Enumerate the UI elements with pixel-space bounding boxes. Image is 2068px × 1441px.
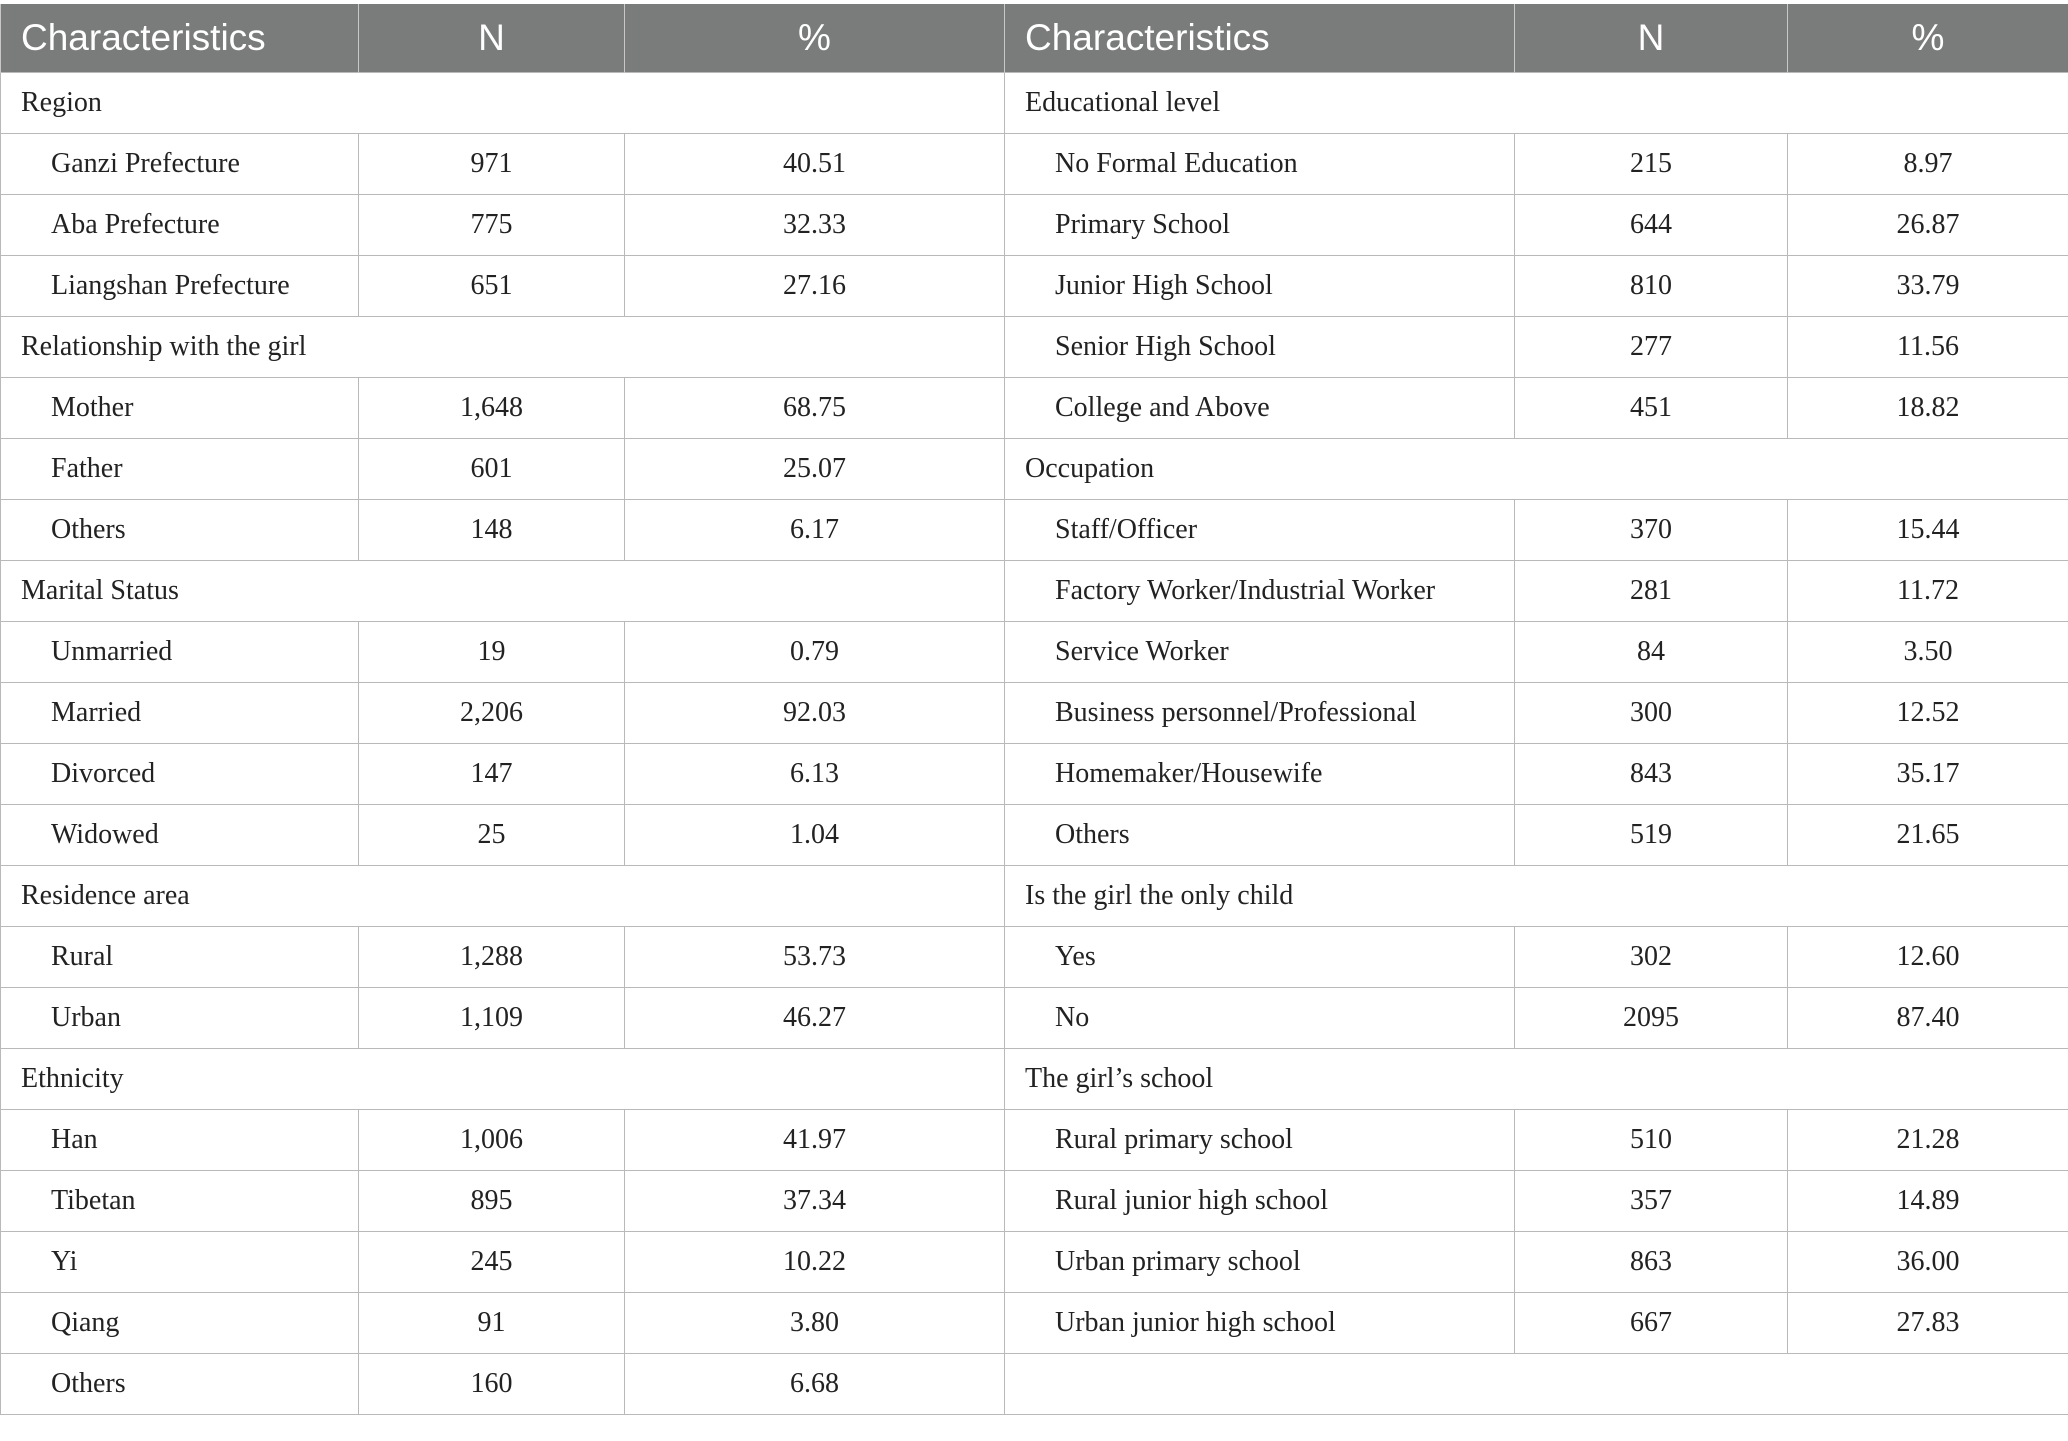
table-row bbox=[1, 1110, 2068, 1171]
item-percent-right: 15.44 bbox=[1788, 500, 2068, 561]
table-row bbox=[1, 683, 2068, 744]
item-percent-left: 53.73 bbox=[625, 927, 1005, 988]
item-percent-left: 68.75 bbox=[625, 378, 1005, 439]
item-label-left: Widowed bbox=[1, 805, 359, 866]
item-percent-left: 46.27 bbox=[625, 988, 1005, 1049]
item-percent-left: 41.97 bbox=[625, 1110, 1005, 1171]
table-row bbox=[1, 805, 2068, 866]
item-label-left: Mother bbox=[1, 378, 359, 439]
category-heading-right: The girl’s school bbox=[1005, 1049, 2068, 1110]
category-heading-left: Ethnicity bbox=[1, 1049, 1005, 1110]
item-count-left: 601 bbox=[359, 439, 625, 500]
item-count-right: 215 bbox=[1515, 134, 1788, 195]
item-label-left: Married bbox=[1, 683, 359, 744]
header-characteristics-right: Characteristics bbox=[1005, 4, 1515, 73]
item-percent-right: 14.89 bbox=[1788, 1171, 2068, 1232]
item-label-left: Others bbox=[1, 1354, 359, 1415]
item-label-right: College and Above bbox=[1005, 378, 1515, 439]
item-percent-right: 11.72 bbox=[1788, 561, 2068, 622]
item-count-left: 1,006 bbox=[359, 1110, 625, 1171]
item-count-left: 147 bbox=[359, 744, 625, 805]
item-percent-left: 25.07 bbox=[625, 439, 1005, 500]
item-percent-left: 6.17 bbox=[625, 500, 1005, 561]
item-label-left: Urban bbox=[1, 988, 359, 1049]
category-heading-left: Relationship with the girl bbox=[1, 317, 1005, 378]
category-heading-right: Is the girl the only child bbox=[1005, 866, 2068, 927]
item-count-right: 84 bbox=[1515, 622, 1788, 683]
item-label-right: No bbox=[1005, 988, 1515, 1049]
table-header-row bbox=[1, 4, 2068, 73]
table-row bbox=[1, 317, 2068, 378]
table-row bbox=[1, 1232, 2068, 1293]
category-heading-left: Region bbox=[1, 73, 1005, 134]
header-characteristics-left: Characteristics bbox=[1, 4, 359, 73]
item-percent-left: 92.03 bbox=[625, 683, 1005, 744]
empty-cell-right bbox=[1005, 1354, 2068, 1415]
item-count-left: 91 bbox=[359, 1293, 625, 1354]
item-label-right: Urban junior high school bbox=[1005, 1293, 1515, 1354]
item-label-left: Divorced bbox=[1, 744, 359, 805]
table-row bbox=[1, 73, 2068, 134]
item-count-left: 775 bbox=[359, 195, 625, 256]
item-label-right: Rural junior high school bbox=[1005, 1171, 1515, 1232]
item-count-right: 357 bbox=[1515, 1171, 1788, 1232]
category-heading-left: Residence area bbox=[1, 866, 1005, 927]
item-count-left: 2,206 bbox=[359, 683, 625, 744]
item-label-right: Yes bbox=[1005, 927, 1515, 988]
item-count-left: 1,288 bbox=[359, 927, 625, 988]
table-row bbox=[1, 927, 2068, 988]
table-row bbox=[1, 866, 2068, 927]
item-label-left: Liangshan Prefecture bbox=[1, 256, 359, 317]
item-count-left: 25 bbox=[359, 805, 625, 866]
item-label-right: Rural primary school bbox=[1005, 1110, 1515, 1171]
item-percent-left: 10.22 bbox=[625, 1232, 1005, 1293]
item-percent-right: 27.83 bbox=[1788, 1293, 2068, 1354]
item-label-right: Factory Worker/Industrial Worker bbox=[1005, 561, 1515, 622]
demographics-table bbox=[0, 4, 2068, 1415]
item-label-left: Han bbox=[1, 1110, 359, 1171]
table-row bbox=[1, 1171, 2068, 1232]
item-percent-left: 40.51 bbox=[625, 134, 1005, 195]
item-percent-left: 1.04 bbox=[625, 805, 1005, 866]
table-row bbox=[1, 744, 2068, 805]
item-percent-right: 87.40 bbox=[1788, 988, 2068, 1049]
table-row bbox=[1, 622, 2068, 683]
item-percent-left: 0.79 bbox=[625, 622, 1005, 683]
header-n-right: N bbox=[1515, 4, 1788, 73]
item-count-left: 19 bbox=[359, 622, 625, 683]
item-label-right: Senior High School bbox=[1005, 317, 1515, 378]
table-row bbox=[1, 988, 2068, 1049]
header-pct-right: % bbox=[1788, 4, 2068, 73]
item-percent-right: 18.82 bbox=[1788, 378, 2068, 439]
item-percent-right: 35.17 bbox=[1788, 744, 2068, 805]
item-percent-left: 27.16 bbox=[625, 256, 1005, 317]
item-count-right: 2095 bbox=[1515, 988, 1788, 1049]
item-percent-left: 32.33 bbox=[625, 195, 1005, 256]
table-row bbox=[1, 500, 2068, 561]
item-label-right: Urban primary school bbox=[1005, 1232, 1515, 1293]
item-count-left: 1,109 bbox=[359, 988, 625, 1049]
item-percent-left: 3.80 bbox=[625, 1293, 1005, 1354]
item-count-left: 651 bbox=[359, 256, 625, 317]
item-percent-right: 8.97 bbox=[1788, 134, 2068, 195]
item-percent-right: 11.56 bbox=[1788, 317, 2068, 378]
item-count-right: 300 bbox=[1515, 683, 1788, 744]
category-heading-right: Educational level bbox=[1005, 73, 2068, 134]
item-count-left: 148 bbox=[359, 500, 625, 561]
item-count-left: 1,648 bbox=[359, 378, 625, 439]
table-row bbox=[1, 256, 2068, 317]
item-count-right: 451 bbox=[1515, 378, 1788, 439]
item-percent-right: 36.00 bbox=[1788, 1232, 2068, 1293]
item-count-right: 863 bbox=[1515, 1232, 1788, 1293]
item-label-right: Business personnel/Professional bbox=[1005, 683, 1515, 744]
item-label-left: Yi bbox=[1, 1232, 359, 1293]
item-percent-right: 3.50 bbox=[1788, 622, 2068, 683]
item-label-right: Service Worker bbox=[1005, 622, 1515, 683]
table-row bbox=[1, 195, 2068, 256]
table-row bbox=[1, 378, 2068, 439]
category-heading-left: Marital Status bbox=[1, 561, 1005, 622]
item-count-right: 510 bbox=[1515, 1110, 1788, 1171]
item-label-left: Unmarried bbox=[1, 622, 359, 683]
item-label-right: Others bbox=[1005, 805, 1515, 866]
item-percent-left: 37.34 bbox=[625, 1171, 1005, 1232]
item-label-right: Primary School bbox=[1005, 195, 1515, 256]
item-count-right: 810 bbox=[1515, 256, 1788, 317]
item-percent-left: 6.13 bbox=[625, 744, 1005, 805]
item-count-right: 667 bbox=[1515, 1293, 1788, 1354]
table-row bbox=[1, 1293, 2068, 1354]
item-count-right: 644 bbox=[1515, 195, 1788, 256]
header-pct-left: % bbox=[625, 4, 1005, 73]
item-label-left: Father bbox=[1, 439, 359, 500]
item-count-right: 843 bbox=[1515, 744, 1788, 805]
item-label-right: Staff/Officer bbox=[1005, 500, 1515, 561]
table-row bbox=[1, 1354, 2068, 1415]
item-count-right: 370 bbox=[1515, 500, 1788, 561]
item-percent-right: 12.60 bbox=[1788, 927, 2068, 988]
item-count-left: 245 bbox=[359, 1232, 625, 1293]
item-label-left: Ganzi Prefecture bbox=[1, 134, 359, 195]
item-percent-right: 26.87 bbox=[1788, 195, 2068, 256]
table-row bbox=[1, 1049, 2068, 1110]
item-count-left: 160 bbox=[359, 1354, 625, 1415]
table-row bbox=[1, 439, 2068, 500]
item-label-right: Homemaker/Housewife bbox=[1005, 744, 1515, 805]
item-count-right: 302 bbox=[1515, 927, 1788, 988]
item-count-right: 519 bbox=[1515, 805, 1788, 866]
item-percent-right: 21.28 bbox=[1788, 1110, 2068, 1171]
table-body bbox=[1, 73, 2068, 1415]
item-label-left: Aba Prefecture bbox=[1, 195, 359, 256]
item-percent-left: 6.68 bbox=[625, 1354, 1005, 1415]
item-count-left: 895 bbox=[359, 1171, 625, 1232]
table-row bbox=[1, 561, 2068, 622]
item-count-left: 971 bbox=[359, 134, 625, 195]
category-heading-right: Occupation bbox=[1005, 439, 2068, 500]
table-row bbox=[1, 134, 2068, 195]
item-label-left: Tibetan bbox=[1, 1171, 359, 1232]
item-label-right: Junior High School bbox=[1005, 256, 1515, 317]
item-percent-right: 21.65 bbox=[1788, 805, 2068, 866]
item-label-left: Qiang bbox=[1, 1293, 359, 1354]
item-count-right: 277 bbox=[1515, 317, 1788, 378]
item-label-left: Others bbox=[1, 500, 359, 561]
item-percent-right: 33.79 bbox=[1788, 256, 2068, 317]
item-label-left: Rural bbox=[1, 927, 359, 988]
header-n-left: N bbox=[359, 4, 625, 73]
item-count-right: 281 bbox=[1515, 561, 1788, 622]
item-label-right: No Formal Education bbox=[1005, 134, 1515, 195]
item-percent-right: 12.52 bbox=[1788, 683, 2068, 744]
